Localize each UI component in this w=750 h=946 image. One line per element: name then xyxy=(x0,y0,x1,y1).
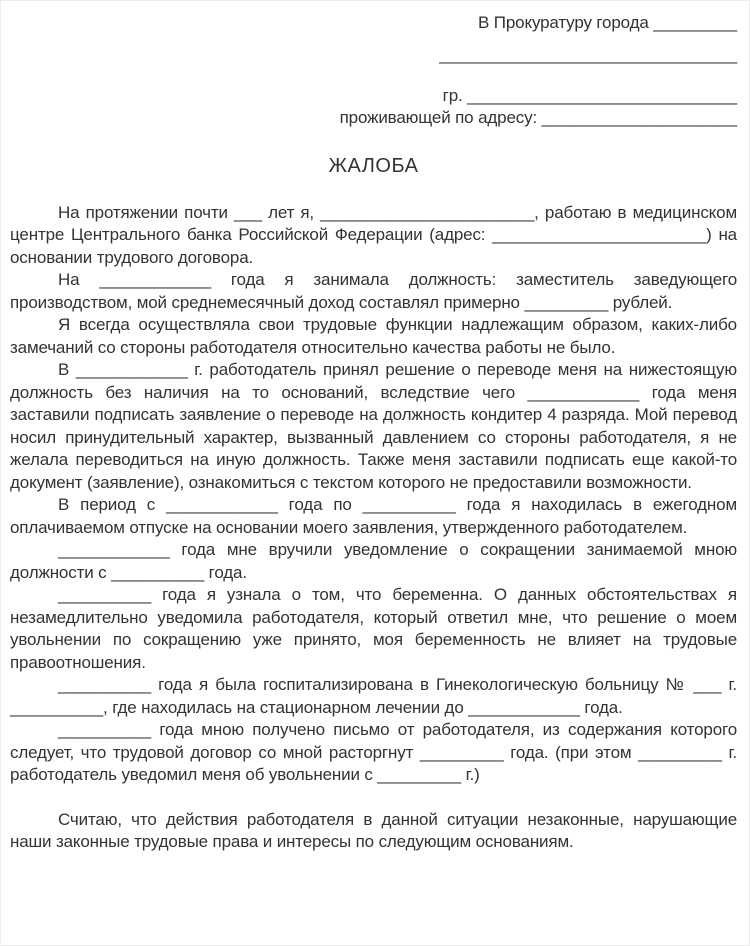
recipient-line-citizen: гр. _____________________________ xyxy=(442,86,737,105)
paragraph-position: На ____________ года я занимала должность: заместитель заведующего производством, мой среднемесячный доход составлял примерно _________ рублей. xyxy=(10,270,737,312)
document-title: ЖАЛОБА xyxy=(328,155,419,177)
recipient-line-prosecutor: В Прокуратуру города _________ xyxy=(478,13,737,32)
paragraph-vacation: В период с ____________ года по __________ года я находилась в ежегодном оплачиваемом отпуске на основании моего заявления, утвержденного работодателем. xyxy=(10,495,737,537)
complaint-body xyxy=(10,202,737,854)
paragraph-conclusion: Считаю, что действия работодателя в данной ситуации незаконные, нарушающие наши законные трудовые права и интересы по следующим основаниям. xyxy=(10,809,737,851)
recipient-line-blank: ________________________________ xyxy=(439,45,737,64)
recipient-spacer xyxy=(10,71,737,85)
paragraph-pregnancy: __________ года я узнала о том, что беременна. О данных обстоятельствах я незамедлительно уведомила работодателя, который ответил мне, что решение о моем увольнении по сокращению уже принято, моя беременность не влияет на трудовые правоотношения. xyxy=(10,585,737,672)
recipient-block xyxy=(10,7,737,129)
paragraph-transfer: В ____________ г. работодатель принял решение о переводе меня на нижестоящую должность без наличия на то оснований, вследствие чего ____________ года меня заставили подписать заявление о переводе на должность кондитер 4 разряда. Мой перевод носил принудительный характер, вызванный давлением со стороны работодателя, я не желала переводиться на иную должность. Также меня заставили подписать еще какой-то документ (заявление), ознакомиться с текстом которого не предоставили возможности. xyxy=(10,360,737,492)
paragraph-notice: ____________ года мне вручили уведомление о сокращении занимаемой мною должности с __________ года. xyxy=(10,540,737,582)
paragraph-dismissal-letter: __________ года мною получено письмо от работодателя, из содержания которого следует, что трудовой договор со мной расторгнут _________ года. (при этом _________ г. работодатель уведомил меня об увольнении с _________ г.) xyxy=(10,720,737,784)
recipient-line-address: проживающей по адресу: _____________________ xyxy=(339,108,737,127)
paragraph-performance: Я всегда осуществляла свои трудовые функции надлежащим образом, каких-либо замечаний со стороны работодателя относительно качества работы не было. xyxy=(10,315,737,357)
paragraph-hospital: __________ года я была госпитализирована в Гинекологическую больницу № ___ г. __________, где находилась на стационарном лечении до ____________ года. xyxy=(10,675,737,717)
paragraph-intro: На протяжении почти ___ лет я, _______________________, работаю в медицинском центре Центрального банка Российской Федерации (адрес: _______________________) на основании трудового договора. xyxy=(10,202,737,267)
